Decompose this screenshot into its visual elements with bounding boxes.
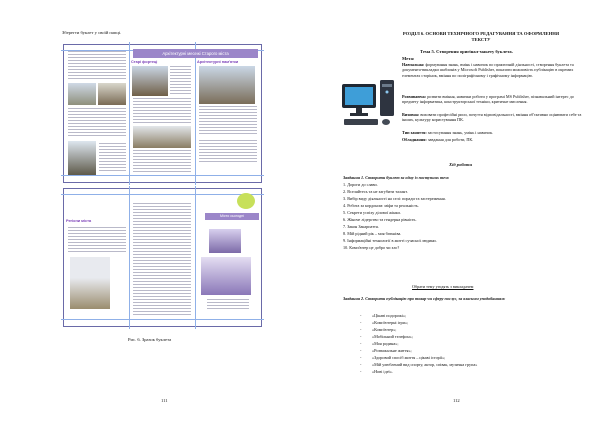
list-item: «Цікаві подорожі»; <box>372 313 407 318</box>
list-item: «Мій улюблений вид спорту, актор, співак, музична група» <box>372 362 478 367</box>
list-item: «Моя родина»; <box>372 341 399 346</box>
list-item: 8. Мій рідний рік – моя батьківа. <box>343 231 402 236</box>
figure-caption: Рис. 6. Зразок буклета <box>128 337 172 342</box>
booklet-panel-title: Старі фортеці <box>131 60 158 64</box>
task2-heading: Завдання 2. Створити публікацію про товар чи сферу послуг, за власним уподобанням: <box>343 296 506 301</box>
bullet-dash: - <box>360 362 362 367</box>
list-item: 3. Вибір виду діяльності на селі: поради та застереження. <box>343 196 446 201</box>
list-item: «Мобільний телефон»; <box>372 334 413 339</box>
choose-theme-note: Обрати тему угодять з викладачем <box>412 284 474 289</box>
bullet-dash: - <box>360 355 362 360</box>
unit-title: РОЗДІЛ 6. ОСНОВИ ТЕХНІЧНОГО РЕДАГУВАННЯ ТА ОФОРМЛЕННЯ ТЕКСТУ <box>402 31 560 42</box>
booklet-sample-outer <box>63 44 262 183</box>
goal-upbringing: Виховна: виховати професійні риси, почуття відповідальності, вміння об'єктивно оцінювати себе та інших, культуру користування ПК. <box>402 112 582 123</box>
work-heading: Хід роботи <box>449 162 473 167</box>
list-item: 1. Дороги до слави. <box>343 182 378 187</box>
booklet-banner: Архітектурні месежі Старого міста <box>133 49 258 58</box>
booklet-sample-inner <box>63 188 262 327</box>
bullet-dash: - <box>360 320 362 325</box>
list-item: 10. Комп'ютер це добро чи зло? <box>343 245 400 250</box>
computer-illustration <box>338 76 400 131</box>
goal-developing: Розвиваюча: розвити вміння, навички роботи у програмі MS Publisher, пізнавальний інтерес до предмету інформатика, конструкторської техніки, критичне мислення. <box>402 94 574 105</box>
list-item: «Здоровий спосіб життя – цікаві історії»; <box>372 355 446 360</box>
booklet-panel-title: Місто сьогодні <box>205 213 259 220</box>
list-item: 2. Вселяйтесь та не загубити талант. <box>343 189 408 194</box>
top-caption: Зберегти буклет у своїй папці. <box>62 30 122 35</box>
task1-heading: Завдання 1. Створити буклет за одну із поступних тем: <box>343 175 450 180</box>
list-item: «Комп'ютерні ігри»; <box>372 320 409 325</box>
list-item: «Нові ідеї». <box>372 369 393 374</box>
bullet-dash: - <box>360 327 362 332</box>
page-number-left: 111 <box>161 398 168 403</box>
list-item: «Розважальне життя»; <box>372 348 412 353</box>
list-item: 6. Жіноче лідерство та гендерна рівність. <box>343 217 417 222</box>
equipment: Обладнання: завдання для роботи, ПК. <box>402 137 474 142</box>
bullet-dash: - <box>360 313 362 318</box>
bullet-dash: - <box>360 341 362 346</box>
topic-title: Тема 5. Створення оригінал-макету буклета. <box>420 49 513 54</box>
booklet-panel-title: Регіони міста <box>66 219 92 223</box>
goal-label: Мета: <box>402 56 415 61</box>
bullet-dash: - <box>360 334 362 339</box>
page-number-right: 112 <box>453 398 460 403</box>
list-item: 9. Інформаційні технології в житті сучасної людини. <box>343 238 437 243</box>
list-item: 4. Робота за кордоном: міфи та реальність. <box>343 203 419 208</box>
bullet-dash: - <box>360 348 362 353</box>
lesson-type: Тип заняття: застосування знань, умінь і навичок. <box>402 130 494 135</box>
list-item: 5. Секрети успіху ділової жінки. <box>343 210 401 215</box>
goal-educational: Навчальна: формування знань, вмінь і навичок по практичній діяльності, створення буклета та документа-викладки шаблонів у Microsoft Publisher, показати можливість публікацію в окремих елементах сторінок, вміння по поліграфічному і графічному інформацію. <box>402 62 574 78</box>
bullet-dash: - <box>360 369 362 374</box>
list-item: 7. Закон Закарпаття. <box>343 224 379 229</box>
list-item: «Комп'ютер»; <box>372 327 397 332</box>
booklet-panel-title: Архітектурні пам'ятки <box>197 60 239 64</box>
